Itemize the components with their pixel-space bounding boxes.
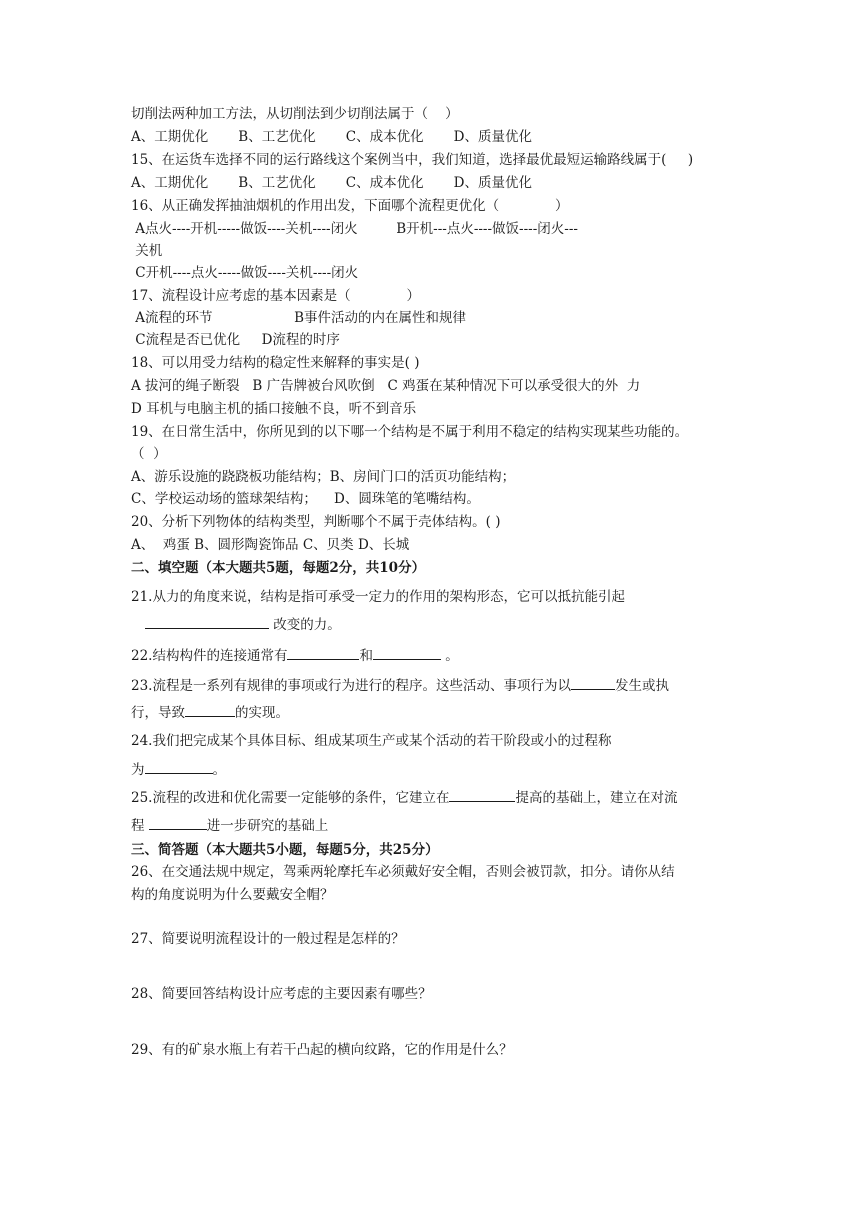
- q16-options-ab: A点火----开机-----做饭----关机----闭火 B开机---点火----做饭----闭火---: [131, 221, 578, 237]
- q25-blank-2[interactable]: [149, 815, 207, 830]
- q15-options: A、工期优化 B、工艺优化 C、成本优化 D、质量优化: [131, 175, 532, 191]
- q25-blank-1[interactable]: [449, 787, 515, 802]
- q23-blank-2[interactable]: [185, 702, 235, 717]
- q16-options-ab-wrap: 关机: [131, 243, 163, 259]
- q22-post: 。: [440, 648, 459, 664]
- q22-mid: 和: [359, 648, 373, 664]
- q19-options-cd: C、学校运动场的篮球架结构； D、圆珠笔的笔嘴结构。: [131, 491, 480, 507]
- q22-blank-1[interactable]: [287, 645, 359, 660]
- q24-line2-pre: 为: [131, 762, 145, 778]
- q18-options-abc: A 拔河的绳子断裂 B 广告牌被台风吹倒 C 鸡蛋在某种情况下可以承受很大的外 力: [131, 378, 641, 394]
- q24-line2-post: 。: [212, 762, 226, 778]
- q23-line1: [131, 675, 669, 696]
- q23-line2: [131, 702, 289, 723]
- q14-options: A、工期优化 B、工艺优化 C、成本优化 D、质量优化: [131, 129, 532, 145]
- q19-options-ab: A、游乐设施的跷跷板功能结构；B、房间门口的活页功能结构；: [131, 469, 516, 485]
- q23-line1-post: 发生或执: [614, 678, 669, 694]
- q22-pre: 22.结构构件的连接通常有: [131, 648, 288, 664]
- q17-stem: 17、流程设计应考虑的基本因素是（ ）: [131, 288, 420, 304]
- q18-option-d: D 耳机与电脑主机的插口接触不良，听不到音乐: [131, 401, 417, 417]
- q17-options-ab: A流程的环节 B事件活动的内在属性和规律: [131, 310, 466, 326]
- q19-stem: 19、在日常生活中，你所见到的以下哪一个结构是不属于利用不稳定的结构实现某些功能的。: [131, 424, 689, 440]
- section-fill-in-title: 二、填空题（本大题共5题，每题2分，共10分）: [131, 560, 426, 576]
- q26-line2: 构的角度说明为什么要戴安全帽？: [131, 887, 334, 903]
- q19-answer-paren: （ ）: [131, 446, 167, 462]
- q25-line2: [131, 815, 328, 836]
- q24-blank[interactable]: [145, 759, 213, 774]
- q26-line1: 26、在交通法规中规定，驾乘两轮摩托车必须戴好安全帽，否则会被罚款，扣分。请你从结: [131, 864, 675, 880]
- q25-line2-pre: 程: [131, 818, 149, 834]
- q21-blank[interactable]: [145, 614, 269, 629]
- q29-stem: 29、有的矿泉水瓶上有若干凸起的横向纹路，它的作用是什么？: [131, 1042, 513, 1058]
- q22-line: [131, 645, 459, 666]
- q18-stem: 18、可以用受力结构的稳定性来解释的事实是( ): [131, 355, 420, 371]
- q20-options: A、 鸡蛋 B、圆形陶瓷饰品 C、贝类 D、长城: [131, 537, 410, 553]
- q17-options-cd: C流程是否已优化 D流程的时序: [131, 332, 340, 348]
- q25-line2-post: 进一步研究的基础上: [206, 818, 329, 834]
- q21-line2-tail: 改变的力。: [269, 617, 341, 633]
- q16-stem: 16、从正确发挥抽油烟机的作用出发，下面哪个流程更优化（ ）: [131, 198, 569, 214]
- q21-line2: [131, 614, 341, 635]
- q25-line1-post: 提高的基础上，建立在对流: [515, 790, 678, 806]
- q25-line1: [131, 787, 677, 808]
- q25-line1-pre: 25.流程的改进和优化需要一定能够的条件，它建立在: [131, 790, 450, 806]
- q24-line1: 24.我们把完成某个具体目标、组成某项生产或某个活动的若干阶段或小的过程称: [131, 733, 612, 749]
- q20-stem: 20、分析下列物体的结构类型，判断哪个不属于壳体结构。( ): [131, 514, 501, 530]
- q15-stem: 15、在运货车选择不同的运行路线这个案例当中，我们知道，选择最优最短运输路线属于( ): [131, 152, 694, 168]
- section-short-answer-title: 三、简答题（本大题共5小题，每题5分，共25分）: [131, 842, 439, 858]
- q23-line2-post: 的实现。: [235, 705, 289, 721]
- q23-line1-pre: 23.流程是一系列有规律的事项或行为进行的程序。这些活动、事项行为以: [131, 678, 571, 694]
- q27-stem: 27、简要说明流程设计的一般过程是怎样的？: [131, 931, 405, 947]
- q24-line2: [131, 759, 226, 780]
- q23-blank-1[interactable]: [571, 675, 615, 690]
- q28-stem: 28、简要回答结构设计应考虑的主要因素有哪些？: [131, 986, 432, 1002]
- q23-line2-pre: 行，导致: [131, 705, 185, 721]
- q21-line1: 21.从力的角度来说，结构是指可承受一定力的作用的架构形态，它可以抵抗能引起: [131, 589, 625, 605]
- q22-blank-2[interactable]: [373, 645, 441, 660]
- q14-stem: 切削法两种加工方法，从切削法到少切削法属于（ ）: [131, 106, 459, 122]
- q16-option-c: C开机----点火-----做饭----关机----闭火: [131, 265, 359, 281]
